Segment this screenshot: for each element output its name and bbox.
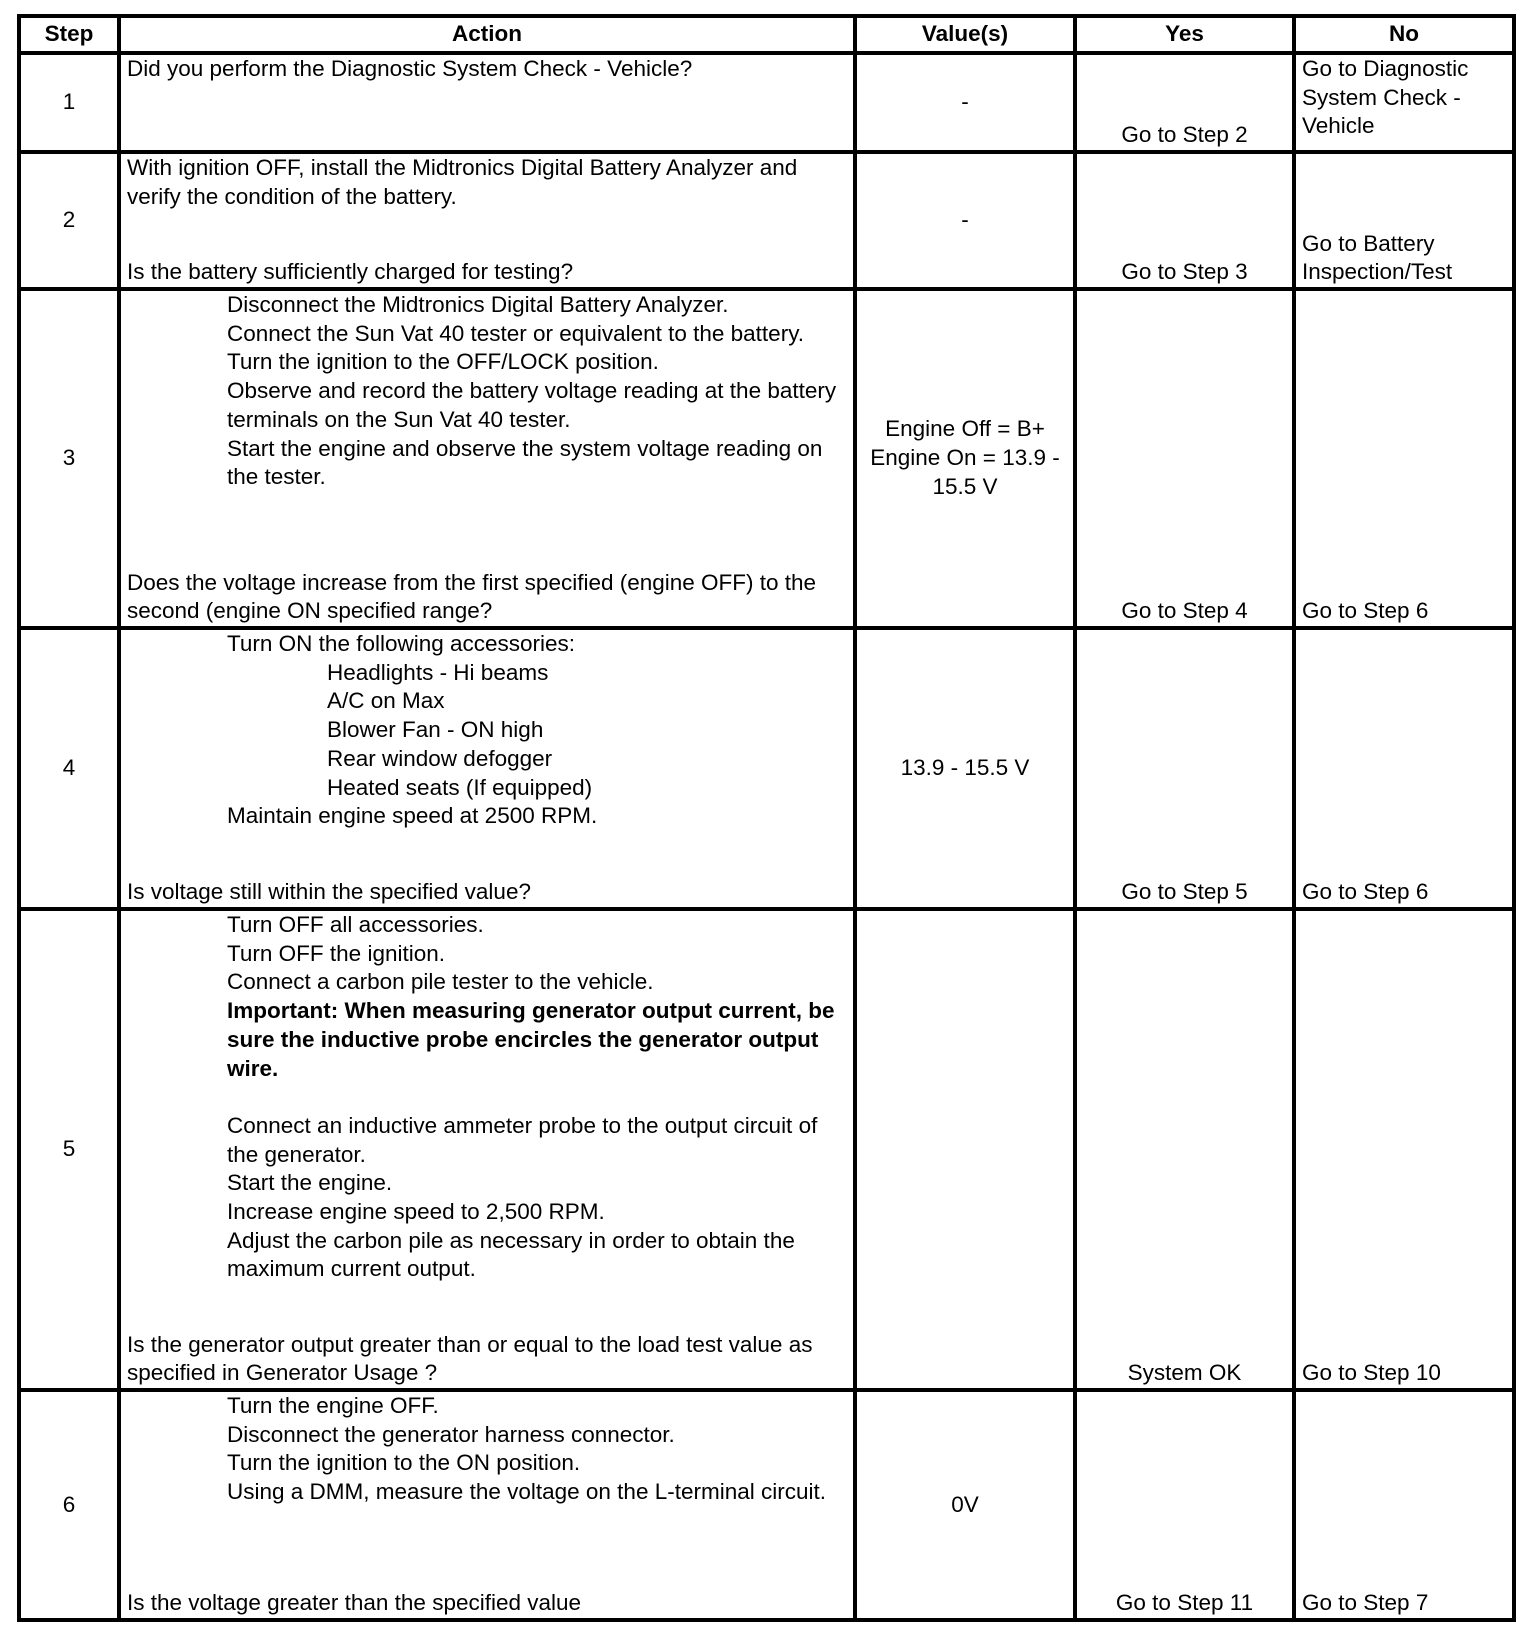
no-cell: Go to Step 6 [1294,289,1514,628]
action-step: Increase engine speed to 2,500 RPM. [227,1199,605,1225]
question: Is the battery sufficiently charged for testing? [127,259,574,285]
important-note: Important: When measuring generator output current, be sure the inductive probe encircles the generator output wire. [227,998,835,1081]
action-step: Connect the Sun Vat 40 tester or equivalent to the battery. [227,320,805,346]
values-cell: 0V [855,1390,1075,1620]
yes-cell: Go to Step 3 [1075,152,1294,289]
action-intro: With ignition OFF, install the Midtronics Digital Battery Analyzer and verify the condition of the battery. [127,155,798,209]
action-step: Connect an inductive ammeter probe to the output circuit of the generator. [227,1112,818,1167]
table-row [19,628,1514,909]
action-step: Observe and record the battery voltage reading at the battery terminals on the Sun Vat 40 tester. [227,378,837,432]
step-number: 6 [19,1390,119,1620]
action-step: Turn the ignition to the ON position. [227,1450,581,1476]
header-yes: Yes [1075,16,1294,53]
question: Did you perform the Diagnostic System Check - Vehicle? [127,56,693,81]
no-cell: Go to Step 6 [1294,628,1514,909]
step-number: 3 [19,289,119,628]
values-cell: - [855,53,1075,152]
table-row [19,152,1514,289]
accessory-item: Heated seats (If equipped) [327,774,593,800]
action-cell [119,53,855,152]
yes-cell: System OK [1075,909,1294,1390]
step-number: 1 [19,53,119,152]
action-step: Connect a carbon pile tester to the vehicle. [227,969,654,995]
no-cell: Go to Diagnostic System Check - Vehicle [1294,53,1514,152]
action-step: Turn the engine OFF. [227,1393,439,1418]
header-action: Action [119,16,855,53]
header-step: Step [19,16,119,53]
values-cell: 13.9 - 15.5 V [855,628,1075,909]
yes-cell: Go to Step 5 [1075,628,1294,909]
action-cell [119,628,855,909]
step-number: 2 [19,152,119,289]
table-row [19,909,1514,1390]
accessory-item: A/C on Max [327,688,445,714]
diagnostic-table [17,14,1516,1622]
accessory-item: Rear window defogger [327,745,553,771]
action-step: Start the engine. [227,1170,393,1196]
action-step: Disconnect the Midtronics Digital Battery Analyzer. [227,292,729,317]
values-cell: Engine Off = B+ Engine On = 13.9 - 15.5 V [855,289,1075,628]
accessory-item: Headlights - Hi beams [327,659,549,685]
step-number: 4 [19,628,119,909]
action-cell [119,909,855,1390]
step-number: 5 [19,909,119,1390]
yes-cell: Go to Step 2 [1075,53,1294,152]
question: Is voltage still within the specified value? [127,879,531,905]
action-step: Start the engine and observe the system voltage reading on the tester. [227,435,823,490]
action-cell [119,1390,855,1620]
question: Is the generator output greater than or equal to the load test value as specified in Generator Usage ? [127,1331,813,1386]
no-cell: Go to Battery Inspection/Test [1294,152,1514,289]
action-step: Turn ON the following accessories: [227,631,576,656]
action-step: Maintain engine speed at 2500 RPM. [227,803,598,829]
action-cell [119,152,855,289]
action-step: Turn OFF all accessories. [227,912,484,937]
action-step: Turn the ignition to the OFF/LOCK position. [227,349,659,375]
header-no: No [1294,16,1514,53]
table-row [19,289,1514,628]
question: Is the voltage greater than the specified value [127,1590,582,1616]
question: Does the voltage increase from the first specified (engine OFF) to the second (engine ON specified range? [127,569,817,624]
header-row [19,16,1514,53]
action-step: Adjust the carbon pile as necessary in order to obtain the maximum current output. [227,1227,795,1282]
header-values: Value(s) [855,16,1075,53]
action-cell [119,289,855,628]
no-cell: Go to Step 7 [1294,1390,1514,1620]
action-step: Turn OFF the ignition. [227,940,446,966]
values-cell: - [855,152,1075,289]
table-row [19,53,1514,152]
no-cell: Go to Step 10 [1294,909,1514,1390]
action-step: Disconnect the generator harness connector. [227,1421,675,1447]
yes-cell: Go to Step 4 [1075,289,1294,628]
accessory-item: Blower Fan - ON high [327,717,544,743]
yes-cell: Go to Step 11 [1075,1390,1294,1620]
values-cell [855,909,1075,1390]
table-row [19,1390,1514,1620]
action-step: Using a DMM, measure the voltage on the L-terminal circuit. [227,1479,826,1505]
